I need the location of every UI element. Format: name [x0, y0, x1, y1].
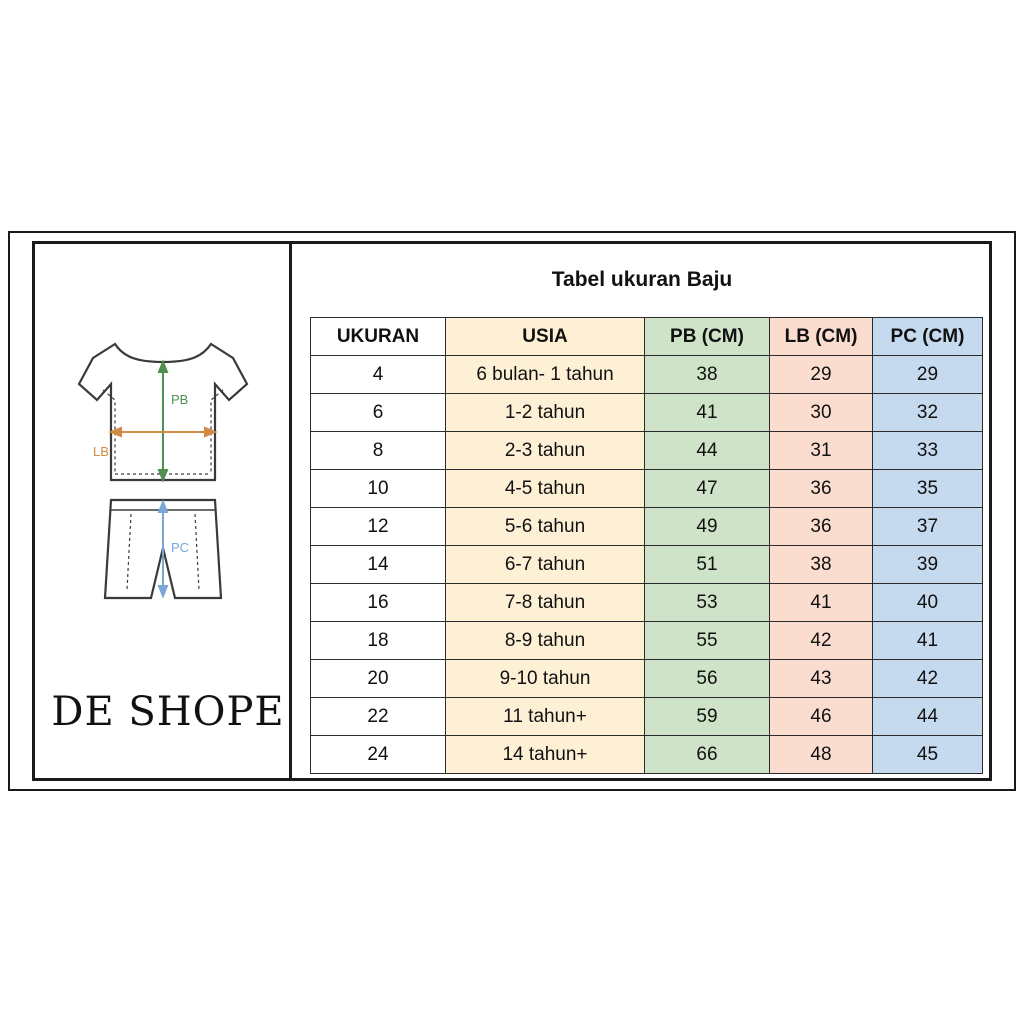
cell-ukuran: 18 [311, 622, 446, 660]
cell-usia: 2-3 tahun [446, 432, 645, 470]
cell-lb: 36 [770, 470, 873, 508]
cell-ukuran: 14 [311, 546, 446, 584]
cell-lb: 36 [770, 508, 873, 546]
header-pb: PB (CM) [645, 318, 770, 356]
cell-lb: 41 [770, 584, 873, 622]
cell-usia: 11 tahun+ [446, 698, 645, 736]
cell-ukuran: 4 [311, 356, 446, 394]
cell-pc: 29 [873, 356, 983, 394]
cell-usia: 7-8 tahun [446, 584, 645, 622]
cell-pc: 35 [873, 470, 983, 508]
cell-usia: 6-7 tahun [446, 546, 645, 584]
pc-label: PC [171, 540, 190, 555]
cell-lb: 46 [770, 698, 873, 736]
cell-usia: 5-6 tahun [446, 508, 645, 546]
cell-ukuran: 24 [311, 736, 446, 774]
cell-lb: 38 [770, 546, 873, 584]
table-row [311, 432, 983, 470]
header-pc: PC (CM) [873, 318, 983, 356]
cell-pb: 59 [645, 698, 770, 736]
cell-pc: 41 [873, 622, 983, 660]
cell-pb: 51 [645, 546, 770, 584]
cell-pb: 49 [645, 508, 770, 546]
table-row [311, 470, 983, 508]
cell-pb: 56 [645, 660, 770, 698]
table-row [311, 622, 983, 660]
table-row [311, 698, 983, 736]
cell-pb: 41 [645, 394, 770, 432]
size-table [310, 317, 983, 774]
cell-pb: 47 [645, 470, 770, 508]
cell-ukuran: 8 [311, 432, 446, 470]
cell-ukuran: 10 [311, 470, 446, 508]
cell-ukuran: 12 [311, 508, 446, 546]
table-row [311, 394, 983, 432]
table-panel [295, 244, 989, 778]
cell-pc: 42 [873, 660, 983, 698]
table-row [311, 546, 983, 584]
pb-measure-arrow [159, 362, 167, 480]
cell-ukuran: 16 [311, 584, 446, 622]
illustration-panel [35, 244, 292, 778]
pc-measure-arrow [159, 502, 167, 596]
header-lb: LB (CM) [770, 318, 873, 356]
cell-pb: 44 [645, 432, 770, 470]
cell-pb: 66 [645, 736, 770, 774]
header-usia: USIA [446, 318, 645, 356]
cell-usia: 8-9 tahun [446, 622, 645, 660]
cell-pc: 32 [873, 394, 983, 432]
table-header-row [311, 318, 983, 356]
cell-usia: 6 bulan- 1 tahun [446, 356, 645, 394]
cell-pc: 37 [873, 508, 983, 546]
cell-pc: 44 [873, 698, 983, 736]
cell-lb: 42 [770, 622, 873, 660]
cell-lb: 30 [770, 394, 873, 432]
cell-pb: 55 [645, 622, 770, 660]
cell-ukuran: 22 [311, 698, 446, 736]
table-title: Tabel ukuran Baju [551, 268, 733, 291]
cell-ukuran: 6 [311, 394, 446, 432]
cell-pc: 40 [873, 584, 983, 622]
cell-pb: 53 [645, 584, 770, 622]
table-row [311, 356, 983, 394]
cell-usia: 14 tahun+ [446, 736, 645, 774]
cell-pc: 45 [873, 736, 983, 774]
cell-lb: 48 [770, 736, 873, 774]
cell-pc: 33 [873, 432, 983, 470]
garment-diagram [53, 304, 273, 684]
cell-usia: 9-10 tahun [446, 660, 645, 698]
pb-label: PB [171, 392, 189, 407]
cell-lb: 31 [770, 432, 873, 470]
header-ukuran: UKURAN [311, 318, 446, 356]
cell-lb: 29 [770, 356, 873, 394]
table-row [311, 584, 983, 622]
cell-usia: 1-2 tahun [446, 394, 645, 432]
table-row [311, 736, 983, 774]
brand-logo: DE SHOPE [51, 689, 285, 735]
lb-label: LB [93, 444, 109, 459]
cell-lb: 43 [770, 660, 873, 698]
table-row [311, 660, 983, 698]
table-row [311, 508, 983, 546]
cell-pb: 38 [645, 356, 770, 394]
cell-ukuran: 20 [311, 660, 446, 698]
cell-pc: 39 [873, 546, 983, 584]
cell-usia: 4-5 tahun [446, 470, 645, 508]
